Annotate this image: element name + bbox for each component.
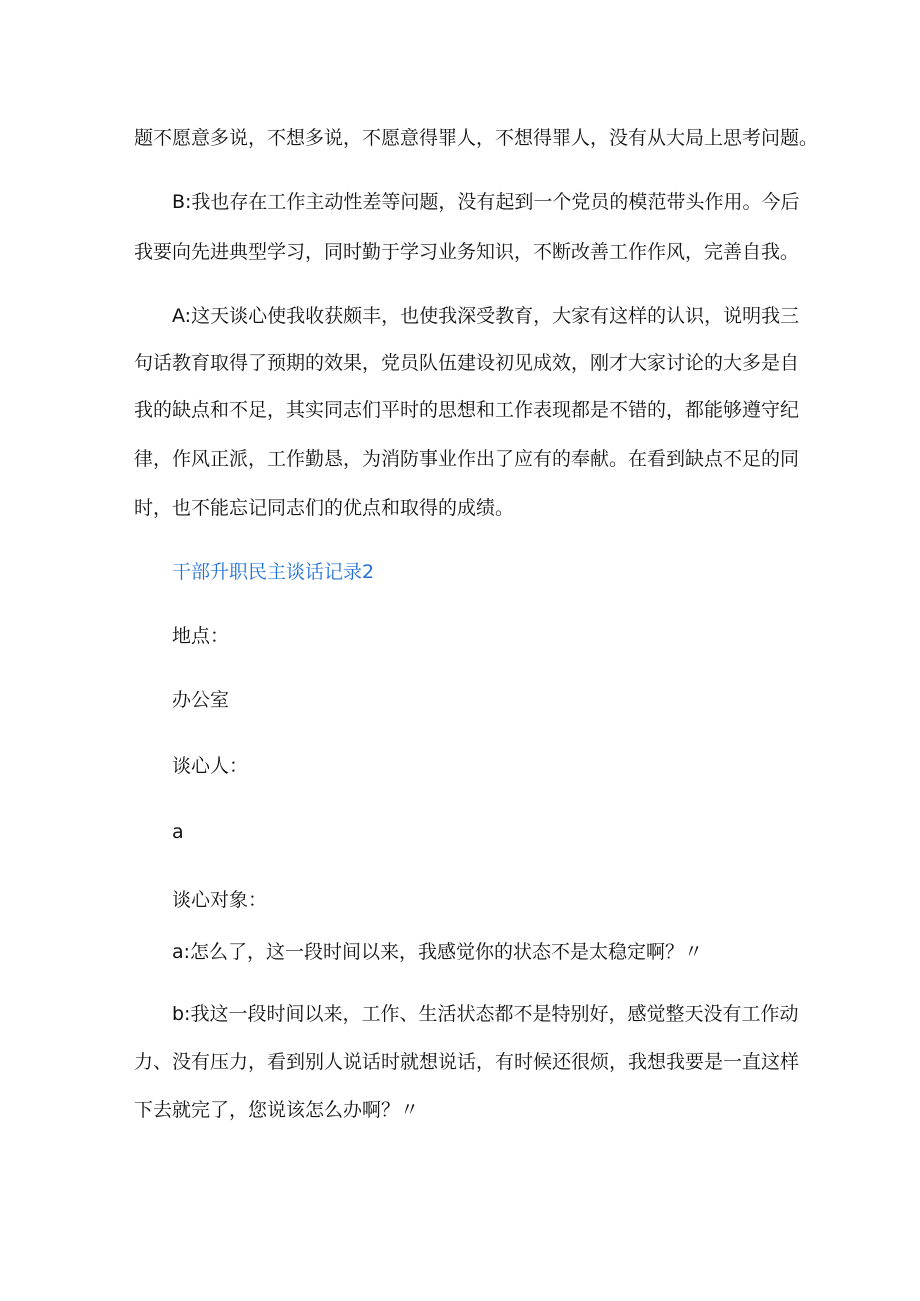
dialogue-b-line-1: b:我这一段时间以来，工作、生活状态都不是特别好，感觉整天没有工作动: [172, 1003, 799, 1025]
para3-line-1: A:这天谈心使我收获颇丰，也使我深受教育，大家有这样的认识，说明我三: [172, 305, 800, 327]
para2-line-2: 我要向先进典型学习，同时勤于学习业务知识，不断改善工作作风，完善自我。: [134, 241, 800, 263]
dialogue-a-line: a:怎么了，这一段时间以来，我感觉你的状态不是太稳定啊？〃: [172, 941, 704, 963]
para1-line-1: 题不愿意多说，不想多说，不愿意得罪人，不想得罪人，没有从大局上思考问题。: [134, 127, 819, 149]
para3-line-2: 句话教育取得了预期的效果，党员队伍建设初见成效，刚才大家讨论的大多是自: [134, 352, 800, 374]
target-label: 谈心对象：: [172, 889, 268, 911]
dialogue-b-line-2: 力、没有压力，看到别人说话时就想说话，有时候还很烦，我想我要是一直这样: [134, 1051, 800, 1073]
talker-label: 谈心人：: [172, 755, 249, 777]
para3-line-5: 时，也不能忘记同志们的优点和取得的成绩。: [134, 497, 515, 519]
dialogue-b-line-3: 下去就完了，您说该怎么办啊？〃: [134, 1099, 420, 1121]
para3-line-3: 我的缺点和不足，其实同志们平时的思想和工作表现都是不错的，都能够遵守纪: [134, 399, 800, 421]
location-value: 办公室: [172, 689, 230, 711]
para2-line-1: B:我也存在工作主动性差等问题，没有起到一个党员的模范带头作用。今后: [172, 191, 800, 213]
talker-value: a: [172, 821, 184, 843]
location-label: 地点：: [172, 625, 230, 647]
section-heading: 干部升职民主谈话记录2: [172, 561, 375, 583]
para3-line-4: 律，作风正派，工作勤恳，为消防事业作出了应有的奉献。在看到缺点不足的同: [134, 448, 800, 470]
